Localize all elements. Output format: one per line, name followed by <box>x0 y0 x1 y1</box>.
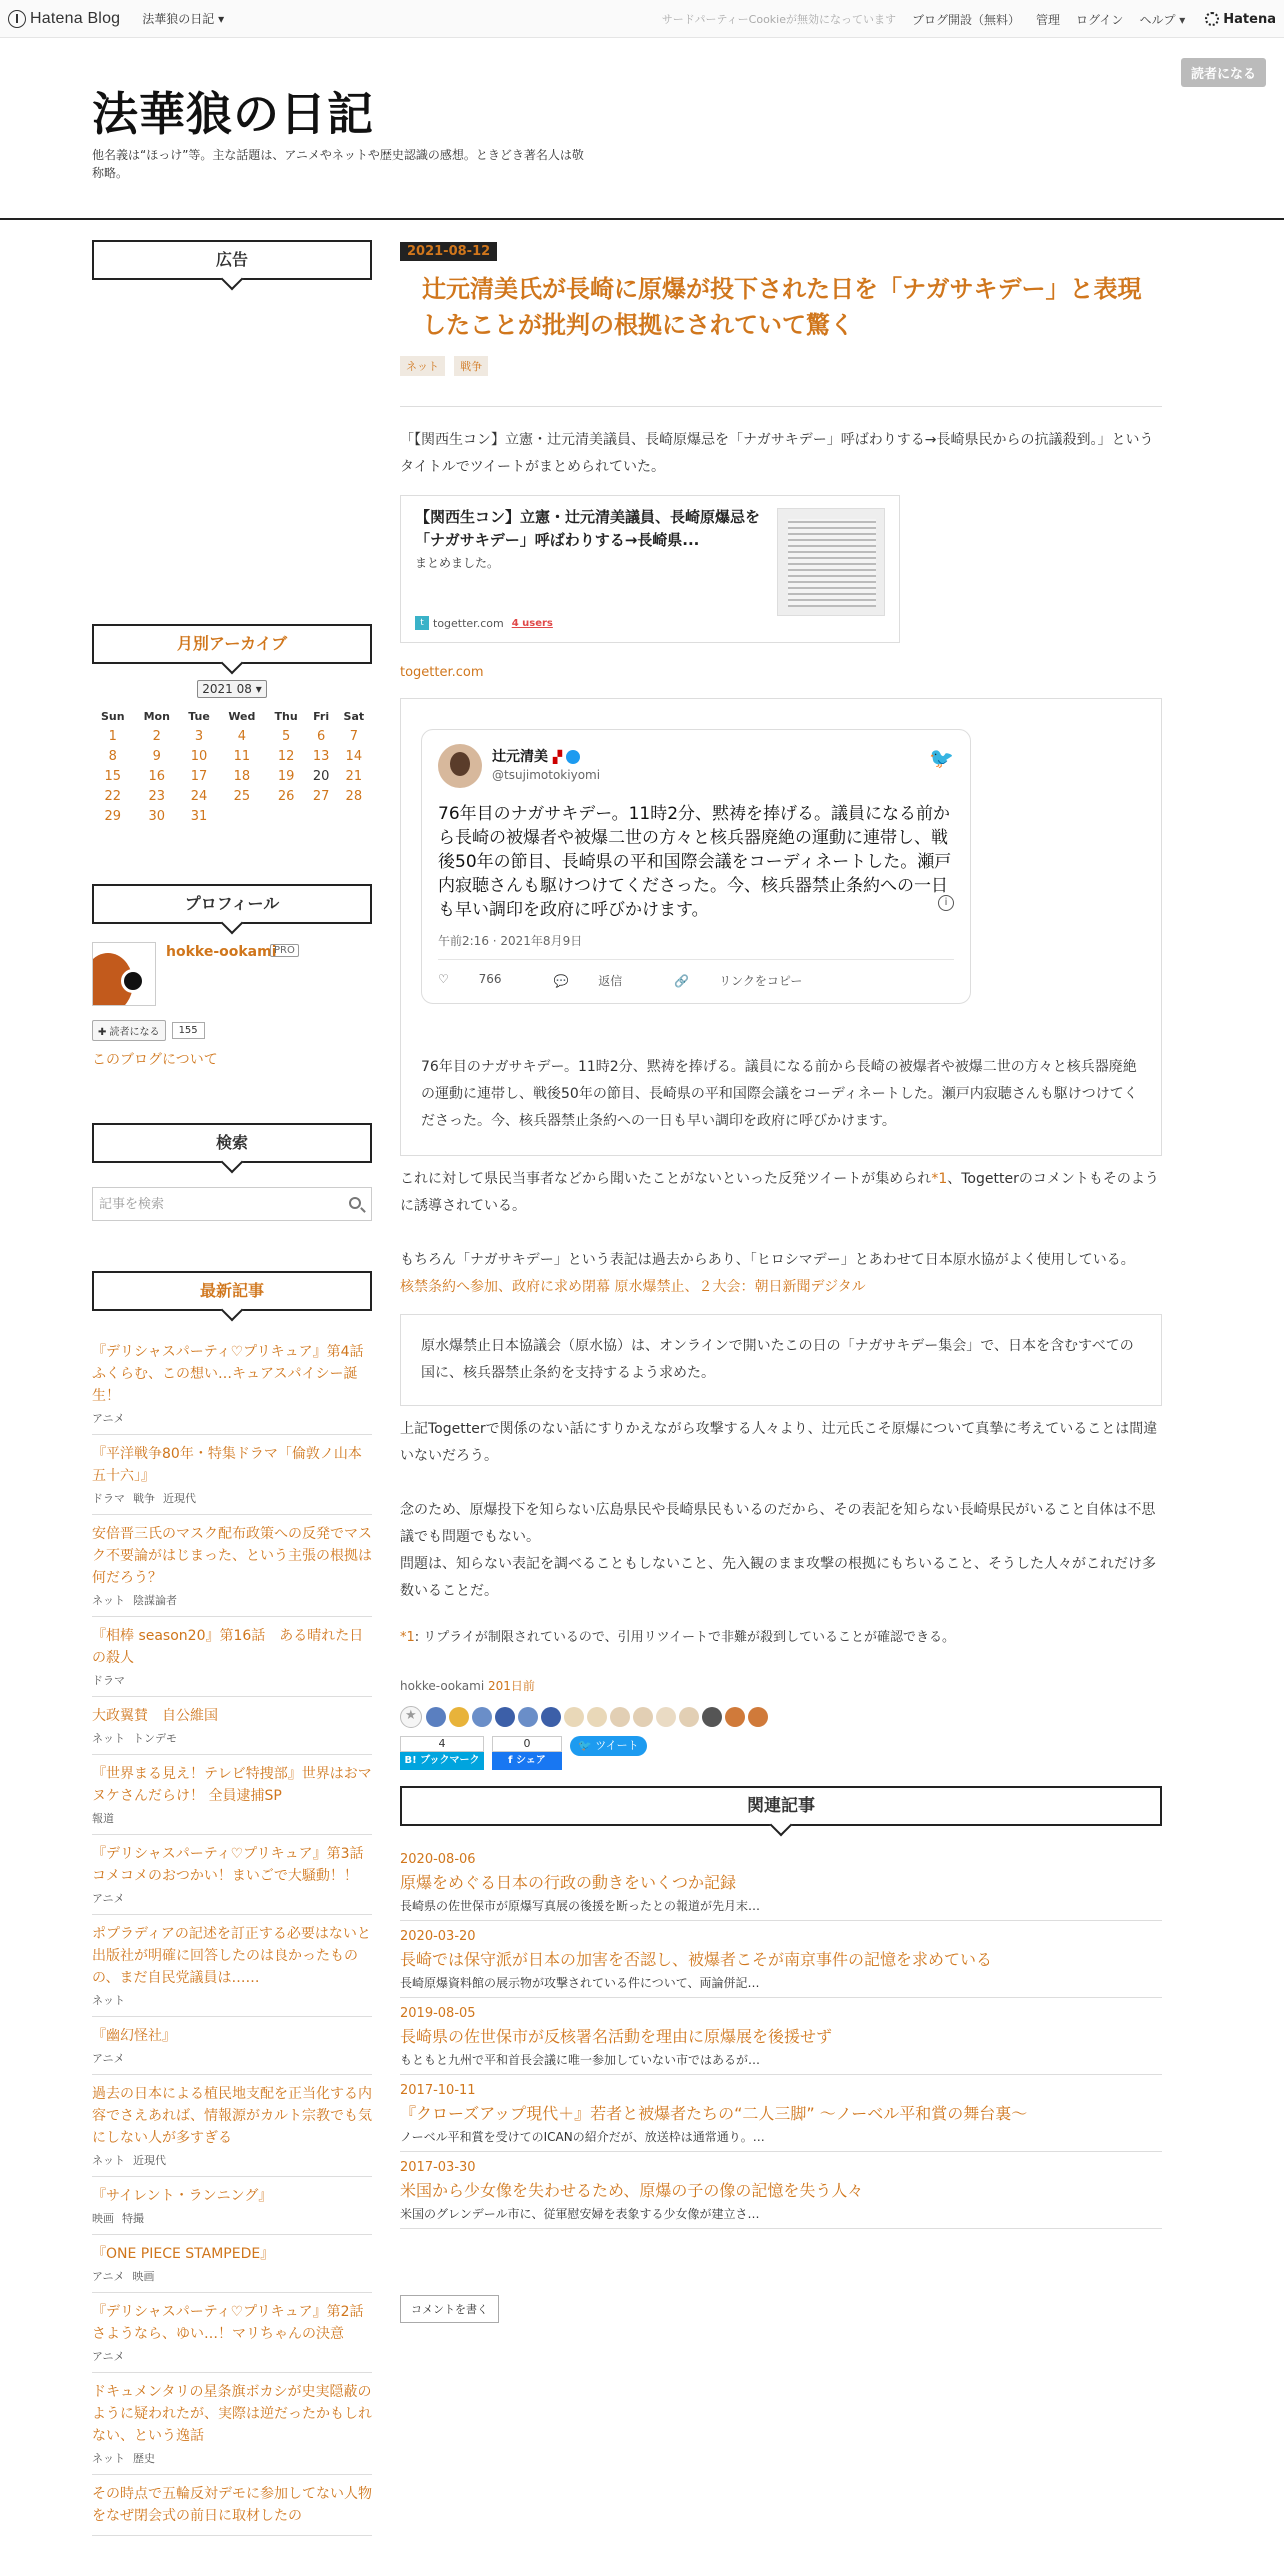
star-icon[interactable] <box>495 1707 515 1727</box>
category-tag[interactable]: ネット <box>92 2452 125 2465</box>
star-icon[interactable] <box>449 1707 469 1727</box>
recent-entry <box>92 2235 372 2293</box>
hatena-blog-icon <box>8 10 26 28</box>
help-menu[interactable]: ヘルプ ▾ <box>1139 12 1186 27</box>
star-icon[interactable] <box>702 1707 722 1727</box>
calendar-day[interactable]: 24 <box>190 788 208 804</box>
calendar-day[interactable]: 13 <box>312 748 330 764</box>
hatena-bookmark-share[interactable] <box>400 1736 484 1770</box>
paragraph: もちろん「ナガサキデー」という表記は過去からあり、「ヒロシマデー」とあわせて日本原水協がよく使用している。 <box>400 1252 1135 1268</box>
related-entry-date[interactable]: 2019-08-05 <box>400 2006 476 2021</box>
search-icon[interactable] <box>349 1197 361 1209</box>
star-icon[interactable] <box>564 1707 584 1727</box>
recent-entry <box>92 1333 378 1435</box>
recent-entry-categories <box>92 1890 372 1906</box>
recent-entry-link[interactable]: 『幽幻怪社』 <box>92 2028 176 2044</box>
add-star-button[interactable] <box>400 1706 422 1728</box>
calendar-day[interactable]: 14 <box>345 748 363 764</box>
like-button[interactable] <box>438 972 528 989</box>
recent-entry-link[interactable]: その時点で五輪反対デモに参加してない人物をなぜ閉会式の前日に取材したの <box>92 2486 372 2524</box>
tweet-actions <box>438 972 954 989</box>
calendar-weekday: Sun <box>100 709 125 723</box>
recent-entry-categories <box>92 2348 372 2364</box>
star-icon[interactable] <box>679 1707 699 1727</box>
calendar-day <box>307 806 336 826</box>
category-tag[interactable]: ネット <box>92 1594 125 1607</box>
recent-entry-categories <box>92 1410 372 1426</box>
asahi-quote: 原水爆禁止日本協議会（原水協）は、オンラインで開いたこの日の「ナガサキデー集会」で、日本を含むすべての国に、核兵器禁止条約を支持するよう求めた。 <box>400 1314 1162 1406</box>
recent-entry-link[interactable]: 『デリシャスパーティ♡プリキュア』第4話 ふくらむ、この想い…キュアスパイシー誕生！ <box>92 1344 378 1404</box>
related-entry-snippet: 長崎県の佐世保市が原爆写真展の後援を断ったとの報道が先月末… <box>400 1899 761 1913</box>
share-buttons <box>400 1736 1162 1770</box>
related-entry-date[interactable]: 2017-03-30 <box>400 2160 476 2175</box>
calendar-day[interactable]: 3 <box>194 728 204 744</box>
reply-button[interactable] <box>554 972 649 989</box>
category-tag[interactable]: 近現代 <box>163 1492 196 1505</box>
category-tag[interactable]: ネット <box>92 1994 125 2007</box>
archive-calendar <box>92 706 372 826</box>
calendar-day[interactable]: 18 <box>233 768 251 784</box>
tweet-handle[interactable]: @tsujimotokiyomi <box>492 768 601 782</box>
sidebar <box>92 240 378 2536</box>
recent-entry-categories <box>92 1810 372 1826</box>
recent-entry-categories <box>92 2050 372 2066</box>
recent-entry <box>92 2017 372 2075</box>
star-icon[interactable] <box>518 1707 538 1727</box>
hatena-stars <box>400 1706 1162 1728</box>
recent-entry <box>92 2075 372 2177</box>
footnote-ref-link[interactable]: *1 <box>931 1171 948 1187</box>
calendar-weekday: Sat <box>343 709 365 723</box>
calendar-day[interactable]: 8 <box>108 748 117 764</box>
related-entry-snippet: 長崎原爆資料館の展示物が攻撃されている件について、両論併記… <box>400 1976 760 1990</box>
calendar-day[interactable]: 12 <box>277 748 295 764</box>
related-entries-list <box>400 1844 1162 2229</box>
global-header <box>0 0 1284 38</box>
star-icon[interactable] <box>426 1707 446 1727</box>
calendar-weekday: Mon <box>143 709 170 723</box>
star-icon[interactable] <box>725 1707 745 1727</box>
related-entry-link[interactable]: 原爆をめぐる日本の行政の動きをいくつか記録 <box>400 1873 737 1892</box>
recent-entry-link[interactable]: 『ONE PIECE STAMPEDE』 <box>92 2246 275 2262</box>
profile-subscribe-button[interactable]: ✚ 読者になる <box>92 1020 166 1041</box>
category-tag[interactable]: 報道 <box>92 1812 114 1825</box>
category-tag[interactable]: 近現代 <box>133 2154 166 2167</box>
related-entry-date[interactable]: 2020-03-20 <box>400 1929 476 1944</box>
tweet-quote-text: 76年目のナガサキデー。11時2分、黙祷を捧げる。議員になる前から長崎の被爆者や被爆二世の方々と核兵器廃絶の運動に連帯し、戦後50年の節目、長崎県の平和国際会議をコーディネートした。瀬戸内寂聴さんも駆けつけてくださった。今、核兵器禁止条約への一日も早い調印を政府に呼びかけます。 <box>421 1059 1138 1129</box>
recent-entry-link[interactable]: ポプラディアの記述を訂正する必要はないと出版社が明確に回答したのは良かったものの、まだ自民党議員は…… <box>92 1926 371 1986</box>
category-tag[interactable]: アニメ <box>92 2350 125 2363</box>
related-entry-link[interactable]: 長崎では保守派が日本の加害を否認し、被爆者こそが南京事件の記憶を求めている <box>400 1950 993 1969</box>
entry-date[interactable]: 2021-08-12 <box>400 242 497 261</box>
paragraph: 上記Togetterで関係のない話にすりかえながら攻撃する人々より、辻元氏こそ原爆について真摯に考えていることは間違いないだろう。 <box>400 1421 1158 1464</box>
facebook-share-count: 0 <box>492 1736 562 1752</box>
recent-entry-link[interactable]: 過去の日本による植民地支配を正当化する内容でさえあれば、情報源がカルト宗教でも気にしない人が多すぎる <box>92 2086 372 2146</box>
recent-entry <box>92 2475 372 2536</box>
recent-entry-link[interactable]: 『デリシャスパーティ♡プリキュア』第3話 コメコメのおつかい！まいごで大騒動！！ <box>92 1846 378 1884</box>
footnote-mark-link[interactable]: *1 <box>400 1630 415 1645</box>
related-entry <box>400 1844 1162 1921</box>
paragraph-text: これに対して県民当事者などから聞いたことがないといった反発ツイートが集められ <box>400 1171 932 1187</box>
recent-entry <box>92 1755 372 1835</box>
archive-month-select[interactable]: 2021 08 ▾ <box>197 680 266 698</box>
recent-entry-link[interactable]: 『相棒 season20』第16話 ある晴れた日の殺人 <box>92 1628 364 1666</box>
search-module-title: 検索 <box>92 1123 372 1163</box>
facebook-share-button[interactable]: f シェア <box>492 1752 562 1770</box>
open-blog-link[interactable]: ブログ開設（無料） <box>912 12 1021 27</box>
copy-link-label: リンクをコピー <box>719 974 803 988</box>
star-icon[interactable] <box>587 1707 607 1727</box>
recent-entry <box>92 1435 372 1515</box>
calendar-day <box>218 806 266 826</box>
embed-card-description: まとめました。 <box>415 556 500 570</box>
recent-entry-categories <box>92 2450 372 2466</box>
related-entry-date[interactable]: 2017-10-11 <box>400 2083 476 2098</box>
calendar-day[interactable]: 10 <box>190 748 208 764</box>
category-tag[interactable]: 歴史 <box>133 2452 155 2465</box>
calendar-day[interactable]: 22 <box>104 788 122 804</box>
star-icon[interactable] <box>541 1707 561 1727</box>
category-tag[interactable]: 特撮 <box>122 2212 144 2225</box>
togetter-icon: t <box>415 616 429 630</box>
subscribe-button[interactable]: 読者になる <box>1181 58 1266 87</box>
recent-entry-categories <box>92 1992 372 2008</box>
category-tag[interactable]: アニメ <box>92 2052 125 2065</box>
verified-icon <box>566 750 580 764</box>
profile <box>92 942 372 1014</box>
star-icon[interactable] <box>656 1707 676 1727</box>
star-icon[interactable] <box>633 1707 653 1727</box>
related-entry <box>400 1998 1162 2075</box>
star-icon[interactable] <box>472 1707 492 1727</box>
related-entry-link[interactable]: 米国から少女像を失わせるため、原爆の子の像の記憶を失う人々 <box>400 2181 864 2200</box>
embed-card-footer <box>415 616 553 630</box>
calendar-day <box>266 806 307 826</box>
calendar-day[interactable]: 6 <box>316 728 326 744</box>
category-tag[interactable]: ドラマ <box>92 1674 125 1687</box>
calendar-day[interactable]: 16 <box>148 768 166 784</box>
category-tag[interactable]: 戦争 <box>133 1492 155 1505</box>
cookie-notice[interactable]: サードパーティーCookieが無効になっています <box>661 13 896 26</box>
related-entry-date[interactable]: 2020-08-06 <box>400 1852 476 1867</box>
star-icon[interactable] <box>610 1707 630 1727</box>
bookmark-users-link[interactable]: 4 users <box>511 617 553 629</box>
heart-icon: ♡ <box>438 972 449 986</box>
flag-icon: ▞ <box>552 750 563 764</box>
recent-entry-link[interactable]: 『サイレント・ランニング』 <box>92 2188 273 2204</box>
recent-module-title: 最新記事 <box>92 1271 372 1311</box>
calendar-day[interactable]: 28 <box>345 788 363 804</box>
recent-entry-link[interactable]: 大政翼賛 自公維国 <box>92 1708 218 1724</box>
calendar-day[interactable]: 1 <box>108 728 117 744</box>
about-blog-link[interactable]: このブログについて <box>92 1052 218 1068</box>
recent-entry-link[interactable]: 『世界まる見え！テレビ特捜部』世界はおマヌケさんだらけ！ 全員逮捕SP <box>92 1766 372 1804</box>
footnote-text: : リプライが制限されているので、引用リツイートで非難が殺到していることが確認できる。 <box>414 1630 955 1645</box>
hatena-link[interactable] <box>1205 12 1276 27</box>
archive-module-title: 月別アーカイブ <box>92 624 372 664</box>
calendar-day[interactable]: 2 <box>152 728 161 744</box>
calendar-day[interactable]: 23 <box>148 788 166 804</box>
recent-entry-link[interactable]: ドキュメンタリの星条旗ボカシが史実隠蔽のように疑われたが、実際は逆だったかもしれない、という逸話 <box>92 2384 372 2444</box>
entry-ago-link[interactable]: 201日前 <box>487 1679 535 1693</box>
reply-label: 返信 <box>598 974 623 988</box>
like-count: 766 <box>478 972 502 986</box>
ad-module-title: 広告 <box>92 240 372 280</box>
recent-entry <box>92 2177 372 2235</box>
paragraph: 「【関西生コン】立憲・辻元清美議員、長崎原爆忌を「ナガサキデー」呼ばわりする→長崎県民からの抗議殺到。」というタイトルでツイートがまとめられていた。 <box>400 432 1154 475</box>
info-icon[interactable]: i <box>938 895 954 911</box>
category-tag[interactable]: アニメ <box>92 1412 125 1425</box>
togetter-source-link[interactable]: togetter.com <box>400 665 484 680</box>
subscriber-count[interactable]: 155 <box>172 1022 205 1039</box>
recent-entry <box>92 1697 372 1755</box>
calendar-day[interactable]: 21 <box>345 768 363 784</box>
calendar-day[interactable]: 11 <box>233 748 251 764</box>
recent-entry <box>92 2293 378 2373</box>
copy-link-button[interactable] <box>674 972 828 989</box>
category-tag[interactable]: ネット <box>92 1732 125 1745</box>
calendar-weekday: Tue <box>188 709 210 723</box>
calendar-day[interactable]: 29 <box>104 808 122 824</box>
related-entry-snippet: もともと九州で平和首長会議に唯一参加していない市ではあるが… <box>400 2053 761 2067</box>
recent-entry <box>92 1835 378 1915</box>
main-content <box>400 240 1162 2323</box>
archive-month-select-wrap <box>92 678 372 698</box>
category-tag[interactable]: ドラマ <box>92 1492 125 1505</box>
hatena-icon <box>1205 12 1219 26</box>
related-entry-snippet: ノーベル平和賞を受けてのICANの紹介だが、放送枠は通常通り。… <box>400 2130 765 2144</box>
recent-entry <box>92 2373 372 2475</box>
paragraph: 問題は、知らない表記を調べることもしないこと、先入観のまま攻撃の根拠にもちいること、そうした人々がこれだけ多数いることだ。 <box>400 1556 1156 1599</box>
related-entry <box>400 1921 1162 1998</box>
related-entry-link[interactable]: 『クローズアップ現代＋』若者と被爆者たちの“二人三脚” 〜ノーベル平和賞の舞台裏〜 <box>400 2104 1028 2123</box>
tweet-share-button[interactable]: 🐦 ツイート <box>570 1736 647 1756</box>
recent-entry <box>92 1515 372 1617</box>
embed-card-thumbnail <box>777 508 885 616</box>
divider <box>438 959 954 960</box>
blog-description: 他名義は“ほっけ”等。主な話題は、アニメやネットや歴史認識の感想。ときどき著名人は敬称略。 <box>92 148 584 180</box>
entry-title[interactable]: 辻元清美氏が長崎に原爆が投下された日を「ナガサキデー」と表現したことが批判の根拠にされていて驚く <box>422 275 1142 339</box>
pro-badge: PRO <box>270 944 299 957</box>
paragraph-text: 、Togetterのコメントもそのように誘導されている。 <box>400 1171 1159 1214</box>
calendar-day[interactable]: 27 <box>312 788 330 804</box>
category-tag[interactable]: アニメ <box>92 2270 125 2283</box>
entry-categories <box>400 355 1162 376</box>
avatar[interactable] <box>92 942 156 1006</box>
write-comment-button[interactable]: コメントを書く <box>400 2295 499 2323</box>
calendar-day[interactable]: 9 <box>152 748 161 764</box>
calendar-day[interactable]: 31 <box>190 808 208 824</box>
calendar-day: 20 <box>312 768 330 784</box>
recent-entry-categories <box>92 2152 372 2168</box>
profile-subscribe-row <box>92 1020 372 1041</box>
recent-entry-categories <box>92 2268 372 2284</box>
blog-menu-dropdown[interactable]: 法華狼の日記 ▾ <box>142 12 225 26</box>
hatena-label: Hatena <box>1223 11 1276 27</box>
calendar-day[interactable]: 7 <box>349 728 358 744</box>
ad-space <box>92 280 372 624</box>
calendar-day[interactable]: 4 <box>237 728 246 744</box>
calendar-day[interactable]: 25 <box>233 788 251 804</box>
calendar-day[interactable]: 15 <box>104 768 122 784</box>
related-entries-title: 関連記事 <box>400 1786 1162 1826</box>
star-icon[interactable] <box>748 1707 768 1727</box>
entry-byline <box>400 1677 1162 1694</box>
recent-entry-categories <box>92 1730 372 1746</box>
tweet-time[interactable]: 午前2:16 · 2021年8月9日 <box>438 934 583 948</box>
footnote <box>400 1627 1162 1649</box>
recent-entry-link[interactable]: 『平洋戦争80年・特集ドラマ「倫敦ノ山本五十六」』 <box>92 1446 362 1484</box>
hatena-blog-logo[interactable] <box>8 10 120 28</box>
category-tag[interactable]: ネット <box>92 2154 125 2167</box>
search-box <box>92 1187 372 1221</box>
manage-link[interactable]: 管理 <box>1036 12 1061 27</box>
tweet-text: 76年目のナガサキデー。11時2分、黙祷を捧げる。議員になる前から長崎の被爆者や被爆二世の方々と核兵器廃絶の運動に連帯し、戦後50年の節目、長崎県の平和国際会議をコーディネートした。瀬戸内寂聴さんも駆けつけてくださった。今、核兵器禁止条約への一日も早い調印を政府に呼びかけます。 <box>438 804 952 920</box>
tweet-avatar[interactable] <box>438 744 482 788</box>
blog-title[interactable]: 法華狼の日記 <box>92 87 374 141</box>
reply-icon: 💬 <box>553 974 569 988</box>
calendar-day[interactable]: 19 <box>277 768 295 784</box>
hatena-bookmark-button[interactable]: B! ブックマーク <box>400 1752 484 1770</box>
tweet-author-name[interactable] <box>492 746 580 766</box>
calendar-day[interactable]: 26 <box>277 788 295 804</box>
calendar-day[interactable]: 30 <box>148 808 166 824</box>
category-tag[interactable]: 映画 <box>92 2212 114 2225</box>
togetter-embed-card[interactable] <box>400 495 900 643</box>
calendar-day[interactable]: 5 <box>281 728 291 744</box>
recent-entry-link[interactable]: 『デリシャスパーティ♡プリキュア』第2話 さようなら、ゆい…！マリちゃんの決意 <box>92 2304 378 2342</box>
tweet-blockquote <box>400 698 1162 1156</box>
twitter-bird-icon[interactable]: 🐦 <box>929 746 954 770</box>
related-entry <box>400 2075 1162 2152</box>
embedded-tweet[interactable] <box>421 729 971 1004</box>
category-tag[interactable]: 映画 <box>132 2270 155 2283</box>
calendar-day <box>336 806 372 826</box>
category-tag[interactable]: アニメ <box>92 1892 125 1905</box>
facebook-share[interactable] <box>492 1736 562 1770</box>
calendar-weekday: Fri <box>313 709 330 723</box>
divider <box>400 406 1162 407</box>
author-label[interactable]: hokke-ookami <box>400 1679 485 1693</box>
search-input[interactable] <box>93 1188 333 1220</box>
calendar-day[interactable]: 17 <box>190 768 208 784</box>
embed-card-domain: togetter.com <box>433 616 504 630</box>
related-entry <box>400 2152 1162 2229</box>
category-tag[interactable]: 陰謀論者 <box>133 1594 177 1607</box>
login-link[interactable]: ログイン <box>1076 12 1124 27</box>
embed-card-title: 【関西生コン】立憲・辻元清美議員、長崎原爆忌を「ナガサキデー」呼ばわりする→長崎県... <box>415 508 761 549</box>
recent-entry-link[interactable]: 安倍晋三氏のマスク配布政策への反発でマスク不要論がはじまった、という主張の根拠は何だろう？ <box>92 1526 372 1586</box>
profile-module-title: プロフィール <box>92 884 372 924</box>
blog-header <box>0 38 1284 220</box>
category-tag[interactable]: ネット <box>400 356 445 376</box>
related-entry-link[interactable]: 長崎県の佐世保市が反核署名活動を理由に原爆展を後援せず <box>400 2027 833 2046</box>
category-tag[interactable]: 戦争 <box>454 356 488 376</box>
related-entry-snippet: 米国のグレンデール市に、従軍慰安婦を表象する少女像が建立さ… <box>400 2207 760 2221</box>
global-header-right <box>646 0 1276 38</box>
paragraph <box>400 1166 1162 1220</box>
recent-entry <box>92 1617 372 1697</box>
asahi-article-link[interactable]: 核禁条約へ参加、政府に求め閉幕 原水爆禁止、２大会：朝日新聞デジタル <box>400 1279 866 1295</box>
calendar-weekday: Wed <box>228 709 256 723</box>
recent-entry-categories <box>92 2210 372 2226</box>
profile-name-link[interactable]: hokke-ookami <box>166 944 277 960</box>
tweet-author-label: 辻元清美 <box>492 749 548 765</box>
category-tag[interactable]: トンデモ <box>133 1732 177 1745</box>
calendar-weekday: Thu <box>274 709 298 723</box>
recent-entry <box>92 1915 372 2017</box>
recent-entry-categories <box>92 1490 372 1506</box>
recent-entry-categories <box>92 1672 372 1688</box>
recent-entry-categories <box>92 1592 372 1608</box>
hatena-blog-wordmark: Hatena Blog <box>30 9 121 27</box>
paragraph: 念のため、原爆投下を知らない広島県民や長崎県民もいるのだから、その表記を知らない長崎県民がいること自体は不思議でも問題でもない。 <box>400 1502 1156 1545</box>
recent-entries-list <box>92 1333 378 2536</box>
hatena-bookmark-count: 4 <box>400 1736 484 1752</box>
link-icon: 🔗 <box>674 974 690 988</box>
